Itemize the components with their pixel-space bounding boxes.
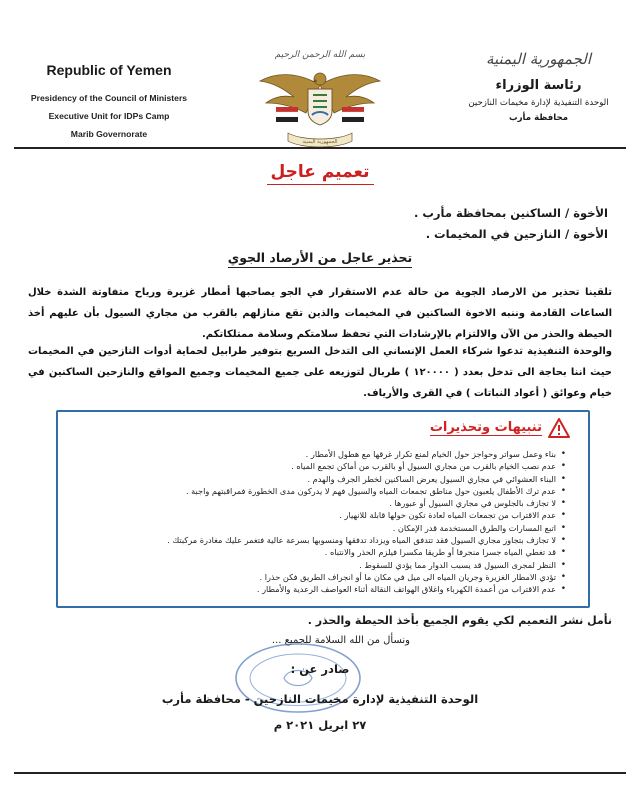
governorate-en: Marib Governorate — [70, 129, 148, 139]
warning-item: • اتبع المسارات والطرق المستخدمة قدر الإمكان . — [78, 522, 566, 534]
presidency-ar: رئاسة الوزراء — [495, 78, 582, 93]
presidency-en: Presidency of the Council of Ministers — [30, 93, 188, 103]
warning-item: • بناء وعمل سواتر وحواجز حول الخيام لمنع تكرار غرقها مع هطول الأمطار . — [78, 448, 566, 460]
warning-item: • عدم الاقتراب من أعمدة الكهرباء واغلاق الهواتف النقالة أثناء العواصف الرعدية والأمطار . — [78, 583, 566, 595]
country-name-en: Republic of Yemen — [46, 62, 172, 78]
header-divider — [14, 147, 626, 149]
warnings-title: تنبيهات وتحذيرات — [430, 418, 570, 438]
warning-item: • عدم نصب الخيام بالقرب من مجاري السيول أو بالقرب من أماكن تجمع المياه . — [78, 460, 566, 472]
body-paragraph-1: تلقينا تحذير من الارصاد الجوية من حالة عدم الاستقرار في الجو يصاحبها أمطار غزيرة ورياح متفاوتة الشدة خلال الساعات القادمة وننبه الاخوة الساكنين في المخيمات والذين تقع منازلهم بالقرب من مجاري السيول بأن عليهم أخذ الحيطة والحذر من الآن والالتزام بالإرشادات التي تحفظ سلامتكم وسلامة ممتلكاتكم. — [28, 287, 612, 340]
official-stamp-icon — [218, 638, 378, 718]
warning-item: • عدم ترك الأطفال يلعبون حول مناطق تجمعات المياه والسيول فهم لا يدركون مدى الخطورة فمراقبتهم واجبة . — [78, 485, 566, 497]
emblem-banner-text: الجمهورية اليمنية — [302, 139, 338, 145]
warning-item: • البناء العشوائي في مجاري السيول يعرض الساكنين لخطر الجرف والهدم . — [78, 473, 566, 485]
unit-en: Executive Unit for IDPs Camp — [48, 111, 170, 121]
body-paragraph-2: والوحدة التنفيذية تدعوا شركاء العمل الإنساني الى التدخل السريع بتوفير طرابيل لحماية أدوات النازحين في المخيمات حيث اننا بحاجة الى تدخل بعدد ( ١٢٠٠٠٠ ) طربال لتوزيعه على جميع المخيمات وجميع المواقع والنازحين الساكنين في خيام وعوائق ( أعواد النباتات ) في القرى والأرياف. — [28, 346, 612, 399]
english-letterhead — [14, 62, 204, 143]
warnings-list — [78, 448, 566, 596]
issued-from-label: صادر عن : — [290, 662, 350, 676]
warning-item: • قد تغطي المياه جسرا منجرفا أو طريقا مكسرا فيلزم الحذر والانتباه . — [78, 546, 566, 558]
unit-ar: الوحدة التنفيذية لإدارة مخيمات النازحين — [468, 98, 609, 108]
arabic-letterhead — [451, 50, 626, 126]
issue-date: ٢٧ ابريل ٢٠٢١ م — [273, 718, 367, 732]
warning-item: • لا تجازف بالجلوس في مجاري السيول أو عبورها . — [78, 497, 566, 509]
basmala: بسم الله الرحمن الرحيم — [274, 50, 366, 60]
addressee-2: الأخوة / النازحين في المخيمات . — [425, 227, 608, 241]
warning-item: • عدم الاقتراب من تجمعات المياه لعادة تكون حولها قابلة للانهيار . — [78, 509, 566, 521]
warning-item: • لا تجازف بتجاوز مجاري السيول فقد تتدفق المياه ويزداد تدفقها ومنسوبها بسرعة عالية فتغمر عليك مغادرة مركبتك . — [78, 534, 566, 546]
country-name-ar: الجمهورية اليمنية — [485, 50, 591, 68]
warning-triangle-icon — [548, 418, 570, 438]
issuer-name: الوحدة التنفيذية لإدارة مخيمات النازحين - محافظة مأرب — [161, 692, 479, 706]
warnings-box — [56, 410, 590, 608]
closing-prayer: ونسأل من الله السلامة للجميع ... — [271, 635, 410, 646]
addressee-1: الأخوة / الساكنين بمحافظة مأرب . — [413, 206, 608, 220]
warning-item: • تؤدي الامطار الغزيرة وجريان المياه الى ميل في مكان ما أو انجراف الطريق فكن حذرا . — [78, 571, 566, 583]
warning-item: • النظر لمجرى السيول قد يسبب الدوار مما يؤدي للسقوط . — [78, 559, 566, 571]
footer-divider — [14, 772, 626, 774]
governorate-ar: محافظة مأرب — [508, 113, 569, 123]
closing-request: نأمل نشر التعميم لكي يقوم الجميع بأخذ الحيطة والحذر . — [307, 614, 612, 627]
document-title: تعميم عاجل — [0, 162, 640, 182]
yemen-emblem-icon — [250, 45, 390, 155]
subject-line: تحذير عاجل من الأرصاد الجوي — [0, 250, 640, 265]
